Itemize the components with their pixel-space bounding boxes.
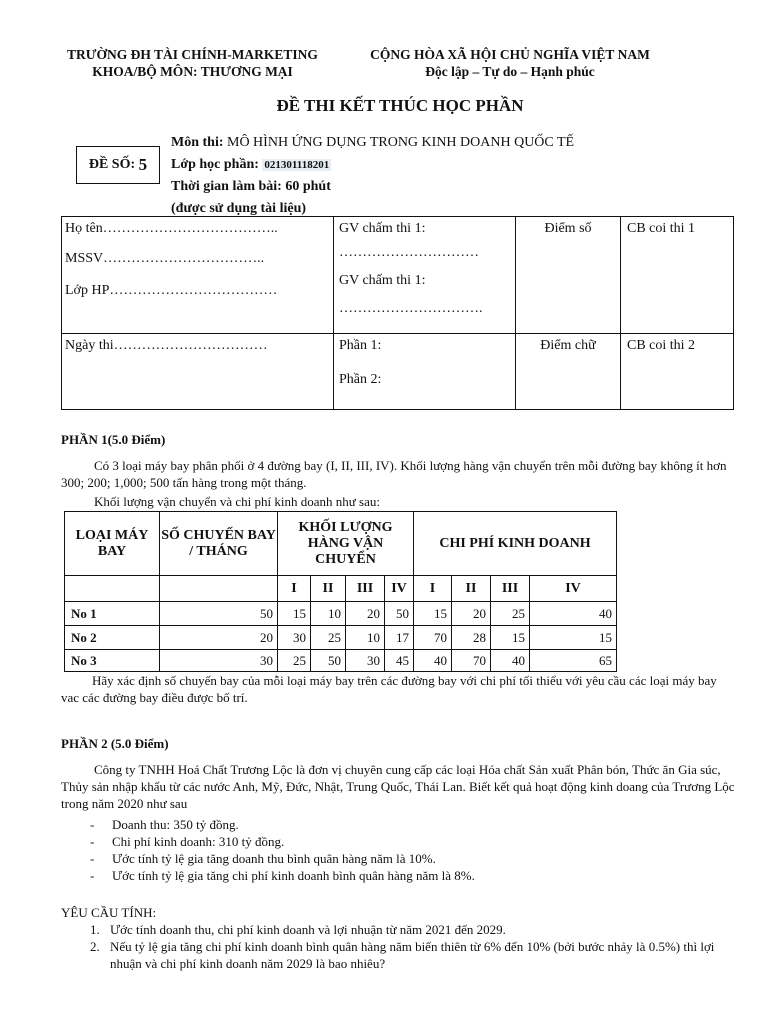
- exam-number-box: [76, 146, 160, 184]
- list-item: [90, 938, 740, 972]
- volume-cell: 50: [311, 650, 346, 672]
- route-subheader-row: [65, 576, 617, 602]
- table-row: [65, 602, 617, 626]
- volume-cell: 30: [346, 650, 385, 672]
- requirement-text: Ước tính doanh thu, chi phí kinh doanh và lợi nhuận từ năm 2021 đến 2029.: [110, 922, 506, 937]
- flight-data-table: [64, 511, 617, 672]
- list-item: [90, 921, 740, 938]
- list-item: - Chi phí kinh doanh: 310 tỷ đồng.: [90, 833, 730, 850]
- cost-cell: 65: [530, 650, 617, 672]
- department-name: KHOA/BỘ MÔN: THƯƠNG MẠI: [92, 64, 293, 79]
- subject-label: Môn thi:: [171, 135, 224, 150]
- exam-title: ĐỀ THI KẾT THÚC HỌC PHẦN: [276, 96, 524, 115]
- part2-intro: Công ty TNHH Hoá Chất Trương Lộc là đơn vị chuyên cung cấp các loại Hóa chất Sản xuất Phân bón, Thức ăn Gia súc, Thủy sản nhập khẩu từ các nước Anh, Mỹ, Đức, Nhật, Trung Quốc, Thái Lan. Biết kết quả hoạt động kinh doang của Trương Lộc trong năm 2020 như sau: [61, 762, 735, 811]
- national-header: [345, 46, 675, 80]
- requirements-heading: YÊU CẦU TÍNH:: [61, 905, 157, 920]
- cost-cell: 40: [491, 650, 530, 672]
- part1-table-intro: Khối lượng vận chuyển và chi phí kinh doanh như sau:: [94, 494, 380, 509]
- route-header: II: [452, 576, 491, 602]
- class-label: Lớp học phần:: [171, 156, 259, 172]
- cost-cell: 40: [414, 650, 452, 672]
- part1-score-label: Phần 1:: [339, 338, 382, 353]
- cost-cell: 15: [491, 626, 530, 650]
- volume-cell: 25: [311, 626, 346, 650]
- exam-date-field: Ngày thi……………………………: [62, 334, 334, 410]
- part2-heading: PHẦN 2 (5.0 Điểm): [61, 736, 169, 751]
- route-header: II: [311, 576, 346, 602]
- national-title: CỘNG HÒA XÃ HỘI CHỦ NGHĨA VIỆT NAM: [370, 47, 650, 62]
- cost-cell: 70: [452, 650, 491, 672]
- cost-cell: 15: [530, 626, 617, 650]
- proctor1-label: CB coi thi 1: [621, 217, 734, 334]
- route-header: I: [414, 576, 452, 602]
- mssv-field: MSSV……………………………..: [65, 251, 265, 266]
- volume-cell: 20: [346, 602, 385, 626]
- exam-duration: Thời gian làm bài: 60 phút: [171, 179, 331, 194]
- requirement-text: Nếu tỷ lệ gia tăng chi phí kinh doanh bình quân hàng năm biến thiên từ 6% đến 10% (bởi bước nhảy là 0.5%) thì lợi nhuận và chi phí kinh doanh năm 2029 là bao nhiêu?: [110, 939, 715, 971]
- student-identity-cell: [62, 217, 334, 334]
- route-header: IV: [385, 576, 414, 602]
- exam-number: 5: [138, 155, 148, 174]
- class-hp-field: Lớp HP………………………………: [65, 283, 278, 298]
- requirements-list: [90, 921, 740, 972]
- student-info-table: [61, 216, 734, 410]
- grader-cell: [334, 217, 516, 334]
- volume-cell: 17: [385, 626, 414, 650]
- exam-note: (được sử dụng tài liệu): [171, 200, 307, 216]
- proctor2-label: CB coi thi 2: [621, 334, 734, 410]
- col-business-cost: CHI PHÍ KINH DOANH: [414, 512, 617, 576]
- list-item: - Doanh thu: 350 tỷ đồng.: [90, 816, 730, 833]
- col-cargo-volume: KHỐI LƯỢNG HÀNG VẬN CHUYỂN: [278, 512, 414, 576]
- table-row: [65, 650, 617, 672]
- list-item: - Ước tính tỷ lệ gia tăng doanh thu bình quân hàng năm là 10%.: [90, 850, 730, 867]
- part1-intro: Có 3 loại máy bay phân phối ở 4 đường bay (I, II, III, IV). Khối lượng hàng vận chuyển trên mỗi đường bay không ít hơn 300; 200; 1,000; 500 tấn hàng trong một tháng.: [61, 458, 727, 490]
- class-code: 021301118201: [264, 158, 330, 171]
- table-row: [65, 626, 617, 650]
- trips-cell: 30: [160, 650, 278, 672]
- list-item: - Ước tính tỷ lệ gia tăng chi phí kinh doanh bình quân hàng năm là 8%.: [90, 867, 730, 884]
- volume-cell: 30: [278, 626, 311, 650]
- col-aircraft-type: LOẠI MÁY BAY: [65, 512, 160, 576]
- national-motto: Độc lập – Tự do – Hạnh phúc: [425, 64, 595, 79]
- volume-cell: 45: [385, 650, 414, 672]
- cost-cell: 28: [452, 626, 491, 650]
- part2-facts-list: [90, 816, 730, 884]
- volume-cell: 15: [278, 602, 311, 626]
- trips-cell: 20: [160, 626, 278, 650]
- grader2-dots: ………………………….: [339, 301, 483, 316]
- grader1-label: GV chấm thi 1:: [339, 221, 426, 236]
- subject-name: MÔ HÌNH ỨNG DỤNG TRONG KINH DOANH QUỐC TẾ: [227, 135, 575, 150]
- cost-cell: 20: [452, 602, 491, 626]
- cost-cell: 70: [414, 626, 452, 650]
- aircraft-name: No 2: [65, 626, 160, 650]
- volume-cell: 50: [385, 602, 414, 626]
- university-name: TRƯỜNG ĐH TÀI CHÍNH-MARKETING: [67, 47, 318, 62]
- parts-cell: [334, 334, 516, 410]
- score-number-label: Điểm số: [516, 217, 621, 334]
- col-flights-per-month: SỐ CHUYẾN BAY / THÁNG: [160, 512, 278, 576]
- requirement-number: 1.: [90, 922, 100, 937]
- grader2-label: GV chấm thi 1:: [339, 273, 426, 288]
- part1-question: Hãy xác định số chuyến bay của mỗi loại máy bay trên các đường bay với chi phí tối thiểu với yêu cầu các loại máy bay vac các đường bay điều được bố trí.: [61, 673, 717, 705]
- cost-cell: 40: [530, 602, 617, 626]
- volume-cell: 10: [346, 626, 385, 650]
- exam-info: [171, 132, 574, 219]
- requirement-number: 2.: [90, 939, 100, 954]
- exam-number-label: ĐỀ SỐ:: [88, 157, 136, 172]
- university-header: [40, 46, 345, 80]
- grader1-dots: …………………………: [339, 245, 479, 260]
- aircraft-name: No 3: [65, 650, 160, 672]
- route-header: III: [346, 576, 385, 602]
- score-text-label: Điểm chữ: [516, 334, 621, 410]
- part2-score-label: Phần 2:: [339, 372, 382, 387]
- route-header: III: [491, 576, 530, 602]
- volume-cell: 25: [278, 650, 311, 672]
- aircraft-name: No 1: [65, 602, 160, 626]
- trips-cell: 50: [160, 602, 278, 626]
- cost-cell: 15: [414, 602, 452, 626]
- route-header: I: [278, 576, 311, 602]
- name-field: Họ tên………………………………..: [65, 221, 278, 236]
- part1-heading: PHẦN 1(5.0 Điểm): [61, 432, 166, 447]
- volume-cell: 10: [311, 602, 346, 626]
- cost-cell: 25: [491, 602, 530, 626]
- route-header: IV: [530, 576, 617, 602]
